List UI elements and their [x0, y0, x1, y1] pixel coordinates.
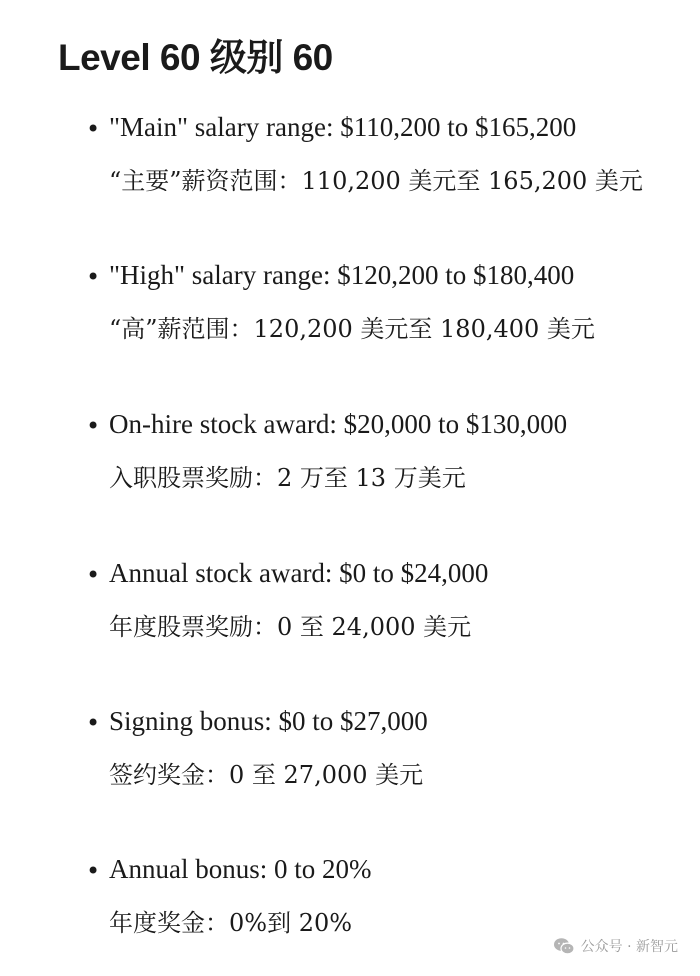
bullet-icon: • — [86, 412, 101, 440]
item-chinese-text: “高”薪范围：120,200 美元至 180,400 美元 — [109, 315, 595, 343]
bullet-icon: • — [86, 857, 101, 885]
item-english-text: "Main" salary range: $110,200 to $165,200 — [109, 112, 577, 142]
watermark — [553, 936, 678, 956]
item-english-text: Annual stock award: $0 to $24,000 — [109, 558, 489, 588]
item-chinese-text: 入职股票奖励：2 万至 13 万美元 — [109, 464, 466, 492]
watermark-text: 公众号 · 新智元 — [580, 939, 678, 955]
item-chinese-text: 年度股票奖励：0 至 24,000 美元 — [109, 613, 472, 641]
list-item — [0, 703, 700, 803]
item-chinese-text: 签约奖金：0 至 27,000 美元 — [109, 761, 424, 789]
wechat-icon — [553, 937, 575, 955]
bullet-icon: • — [86, 115, 101, 143]
item-chinese-text: 年度奖金：0%到 20% — [109, 909, 353, 937]
list-item — [0, 555, 700, 655]
bullet-icon: • — [86, 709, 101, 737]
item-english-text: On-hire stock award: $20,000 to $130,000 — [109, 409, 568, 439]
page-title: Level 60 级别 60 — [58, 37, 333, 78]
list-item — [0, 257, 700, 357]
list-item — [0, 109, 700, 209]
item-chinese-text: “主要”薪资范围：110,200 美元至 165,200 美元 — [109, 167, 643, 195]
item-english-text: Annual bonus: 0 to 20% — [109, 854, 372, 884]
list-item — [0, 406, 700, 506]
item-english-text: Signing bonus: $0 to $27,000 — [109, 706, 428, 736]
bullet-icon: • — [86, 263, 101, 291]
bullet-icon: • — [86, 561, 101, 589]
item-english-text: "High" salary range: $120,200 to $180,400 — [109, 260, 575, 290]
